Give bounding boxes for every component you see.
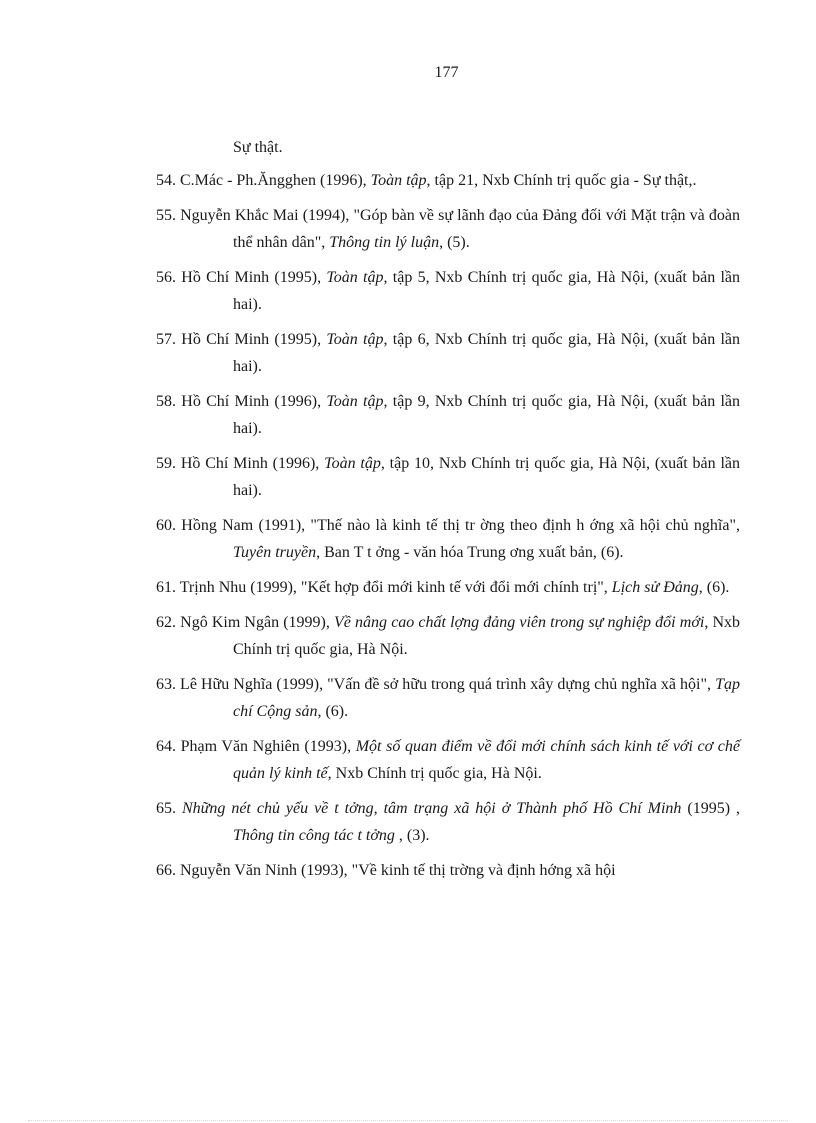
reference-text: 55. Nguyễn Khắc Mai (1994), "Góp bàn về sự lãnh đạo của Đảng đối với Mặt trận và đoàn thể nhân dân", [156, 207, 740, 251]
reference-title-italic: Thông tin lý luận [329, 234, 440, 251]
reference-text: , tập 9, Nxb Chính trị quốc gia, Hà Nội, (xuất bản lần hai). [233, 393, 741, 437]
reference-entry [156, 202, 740, 256]
reference-entry [156, 512, 740, 566]
reference-text: , (6). [698, 579, 730, 596]
reference-text: Nxb Chính trị quốc gia, Hà Nội. [331, 765, 542, 782]
reference-text: 56. Hồ Chí Minh (1995), [156, 269, 327, 286]
reference-text: 58. Hồ Chí Minh (1996), [156, 393, 327, 410]
reference-text: , (6). [317, 703, 349, 720]
reference-text: 66. Nguyễn Văn Ninh (1993), "Về kinh tế thị trờng và định hớng xã hội [156, 862, 616, 879]
reference-text: , (3). [394, 827, 430, 844]
reference-entry [156, 167, 740, 194]
reference-title-italic: Thông tin công tác t tởng [233, 827, 395, 844]
reference-title-italic: Lịch sử Đảng [611, 579, 699, 596]
reference-text: 54. C.Mác - Ph.Ăngghen (1996), [156, 172, 371, 189]
reference-title-italic: Toàn tập [370, 172, 427, 189]
reference-title-italic: Tuyên truyền [233, 544, 317, 561]
reference-title-italic: Toàn tập [326, 331, 384, 348]
reference-text: 59. Hồ Chí Minh (1996), [156, 455, 325, 472]
reference-text: , Nxb Chính trị quốc gia, Hà Nội. [233, 614, 741, 658]
reference-entry [156, 264, 740, 318]
reference-text: , tập 10, Nxb Chính trị quốc gia, Hà Nội, (xuất bản lần hai). [233, 455, 741, 499]
reference-continuation: Sự thật. [233, 139, 283, 156]
reference-entry [156, 795, 740, 849]
reference-entry [156, 671, 740, 725]
page-number: 177 [434, 64, 459, 81]
reference-text: , tập 21, Nxb Chính trị quốc gia - Sự thật,. [426, 172, 697, 189]
page-bottom-rule [28, 1120, 788, 1121]
reference-text: , tập 6, Nxb Chính trị quốc gia, Hà Nội, (xuất bản lần hai). [233, 331, 741, 375]
reference-entry [156, 326, 740, 380]
reference-text: (1995) , [681, 800, 741, 817]
reference-entry [156, 388, 740, 442]
reference-text: 57. Hồ Chí Minh (1995), [156, 331, 327, 348]
reference-entry [156, 733, 740, 787]
reference-title-italic: Một số quan điểm về đổi mới chính sách kinh tế với cơ chế quản lý kinh tế, [233, 738, 741, 782]
reference-entry [156, 609, 740, 663]
reference-text: , tập 5, Nxb Chính trị quốc gia, Hà Nội, (xuất bản lần hai). [233, 269, 741, 313]
reference-text: 65. [156, 800, 182, 817]
reference-title-italic: Toàn tập [326, 393, 384, 410]
reference-text: 62. Ngô Kim Ngân (1999), [156, 614, 335, 631]
reference-list [156, 136, 740, 892]
reference-text: 61. Trịnh Nhu (1999), "Kết hợp đổi mới kinh tế với đổi mới chính trị", [156, 579, 612, 596]
reference-text: 60. Hồng Nam (1991), "Thế nào là kinh tế thị tr ờng theo định h ớng xã hội chủ nghĩa", [156, 517, 740, 534]
reference-entry [156, 857, 740, 884]
reference-entry [156, 574, 740, 601]
reference-title-italic: Về nâng cao chất lợng đảng viên trong sự nghiệp đổi mới [334, 614, 705, 631]
reference-title-italic: Những nét chủ yếu về t tởng, tâm trạng xã hội ở Thành phố Hồ Chí Minh [181, 800, 682, 817]
reference-text: , Ban T t ởng - văn hóa Trung ơng xuất bản, (6). [316, 544, 624, 561]
reference-text: 63. Lê Hữu Nghĩa (1999), "Vấn đề sở hữu trong quá trình xây dựng chủ nghĩa xã hội", [156, 676, 716, 693]
reference-title-italic: Toàn tập [326, 269, 384, 286]
reference-text: , (5). [439, 234, 470, 251]
reference-title-italic: Tạp chí Cộng sản [233, 676, 740, 720]
reference-entries [156, 167, 740, 884]
reference-entry [156, 450, 740, 504]
reference-text: 64. Phạm Văn Nghiên (1993), [156, 738, 356, 755]
reference-title-italic: Toàn tập [324, 455, 381, 472]
